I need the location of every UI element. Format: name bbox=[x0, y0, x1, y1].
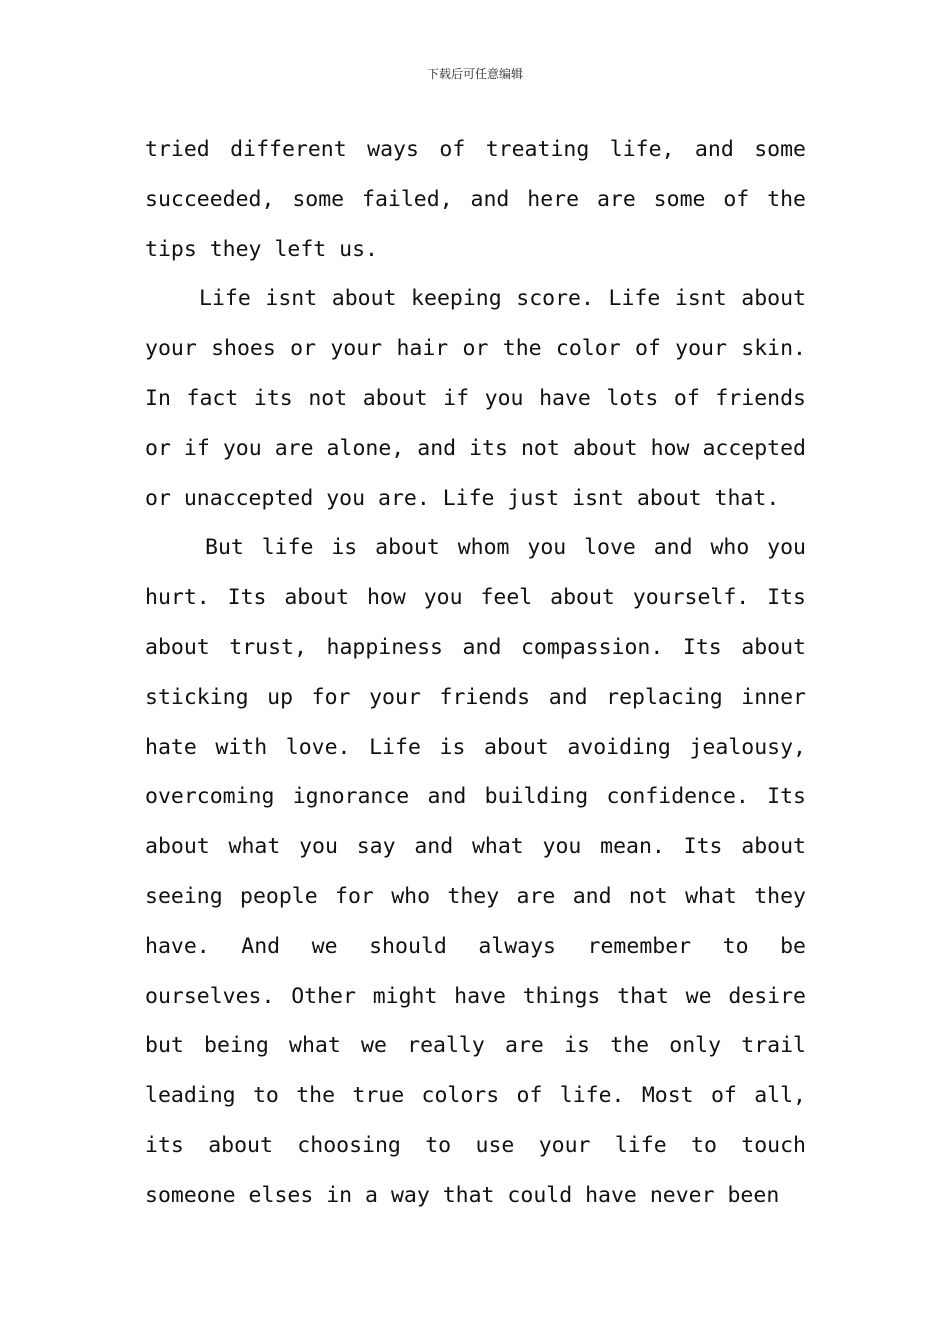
header-caption: 下载后可任意编辑 bbox=[426, 67, 523, 81]
paragraph-2: Life isnt about keeping score. Life isnt about your shoes or your hair or the color of your skin. In fact its not about if you have lots of friends or if you are alone, and its not about how accepted or unaccepted you are. Life just isnt about that. bbox=[145, 286, 806, 511]
document-body bbox=[145, 125, 806, 1221]
page-header bbox=[0, 66, 950, 82]
paragraph-3: But life is about whom you love and who you hurt. Its about how you feel about yourself. Its about trust, happiness and compassion. Its about sticking up for your friends and replacing inner hate with love. Life is about avoiding jealousy, overcoming ignorance and building confidence. Its about what you say and what you mean. Its about seeing people for who they are and not what they have. And we should always remember to be ourselves. Other might have things that we desire but being what we really are is the only trail leading to the true colors of life. Most of all, its about choosing to use your life to touch someone elses in a way that could have never been bbox=[145, 535, 806, 1208]
paragraph-1: tried different ways of treating life, and some succeeded, some failed, and here are some of the tips they left us. bbox=[145, 137, 806, 262]
